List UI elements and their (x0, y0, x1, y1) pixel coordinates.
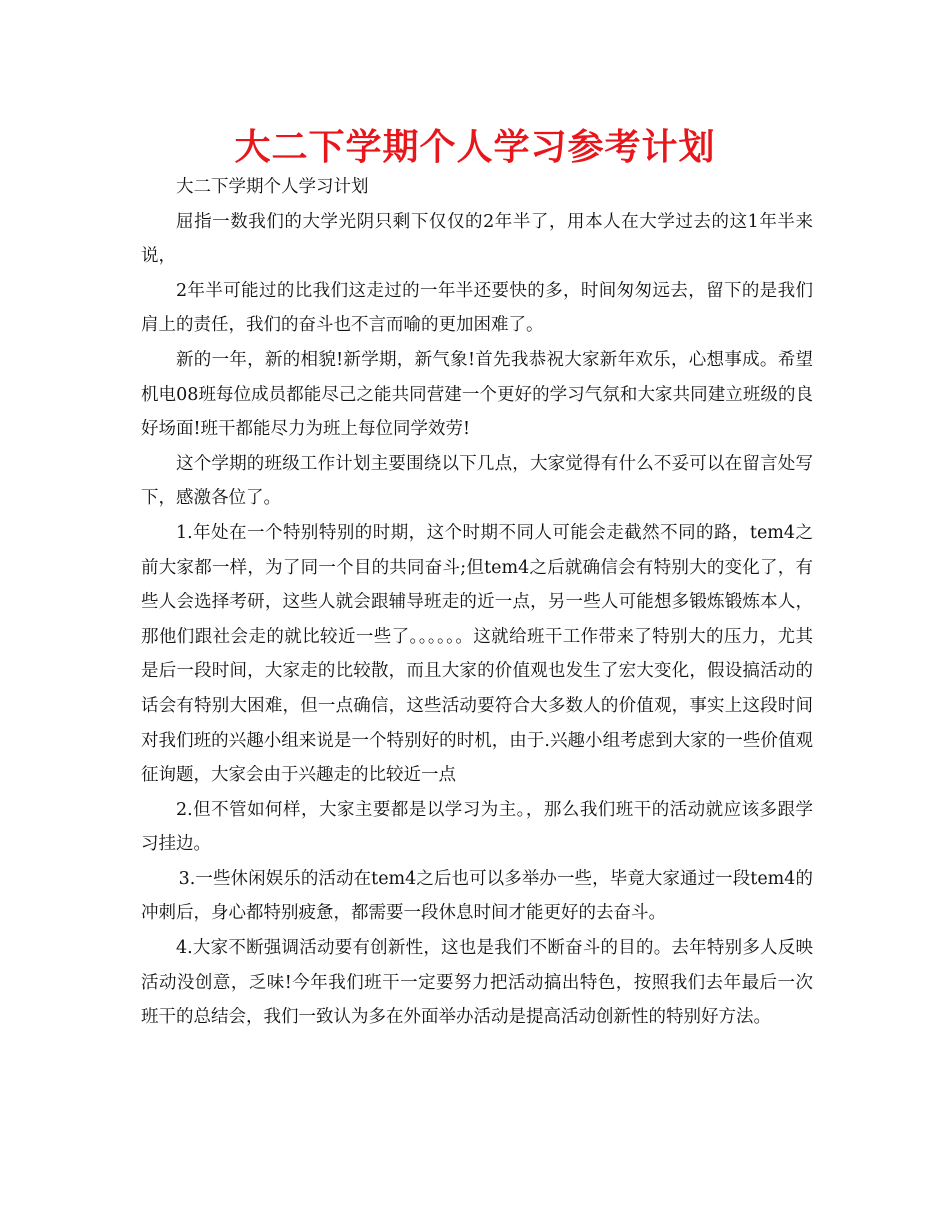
list-item-paragraph: 1.年处在一个特别特别的时期，这个时期不同人可能会走截然不同的路，tem4之前大家都一样，为了同一个目的共同奋斗;但tem4之后就确信会有特别大的变化了，有些人会选择考研，这些人就会跟辅导班走的近一点，另一些人可能想多锻炼锻炼本人，那他们跟社会走的就比较近一些了。。。。。。这就给班干工作带来了特别大的压力，尤其是后一段时间，大家走的比较散，而且大家的价值观也发生了宏大变化，假设搞活动的话会有特别大困难，但一点确信，这些活动要符合大多数人的价值观，事实上这段时间对我们班的兴趣小组来说是一个特别好的时机，由于.兴趣小组考虑到大家的一些价值观征询题，大家会由于兴趣走的比较近一点 (141, 522, 813, 786)
body-paragraph: 屈指一数我们的大学光阴只剩下仅仅的2年半了，用本人在大学过去的这1年半来说， (141, 211, 813, 267)
document-body (141, 170, 813, 1035)
body-paragraph: 2年半可能过的比我们这走过的一年半还要快的多，时间匆匆远去，留下的是我们肩上的责任，我们的奋斗也不言而喻的更加困难了。 (141, 280, 813, 336)
list-item-paragraph: 4.大家不断强调活动要有创新性，这也是我们不断奋斗的目的。去年特别多人反映活动没创意，乏味!今年我们班干一定要努力把活动搞出特色，按照我们去年最后一次班干的总结会，我们一致认为多在外面举办活动是提高活动创新性的特别好方法。 (141, 938, 813, 1028)
list-item-paragraph: 3.一些休闲娱乐的活动在tem4之后也可以多举办一些，毕竟大家通过一段tem4的冲刺后，身心都特别疲惫，都需要一段休息时间才能更好的去奋斗。 (141, 868, 813, 924)
subtitle-paragraph: 大二下学期个人学习计划 (176, 177, 369, 197)
document-title: 大二下学期个人学习参考计划 (234, 127, 716, 168)
body-paragraph: 新的一年，新的相貌!新学期，新气象!首先我恭祝大家新年欢乐，心想事成。希望机电08班每位成员都能尽己之能共同营建一个更好的学习气氛和大家共同建立班级的良好场面!班干都能尽力为班上每位同学效劳! (141, 349, 813, 440)
body-paragraph: 这个学期的班级工作计划主要围绕以下几点，大家觉得有什么不妥可以在留言处写下，感激各位了。 (141, 453, 813, 509)
list-item-paragraph: 2.但不管如何样，大家主要都是以学习为主。，那么我们班干的活动就应该多跟学习挂边。 (141, 799, 813, 855)
